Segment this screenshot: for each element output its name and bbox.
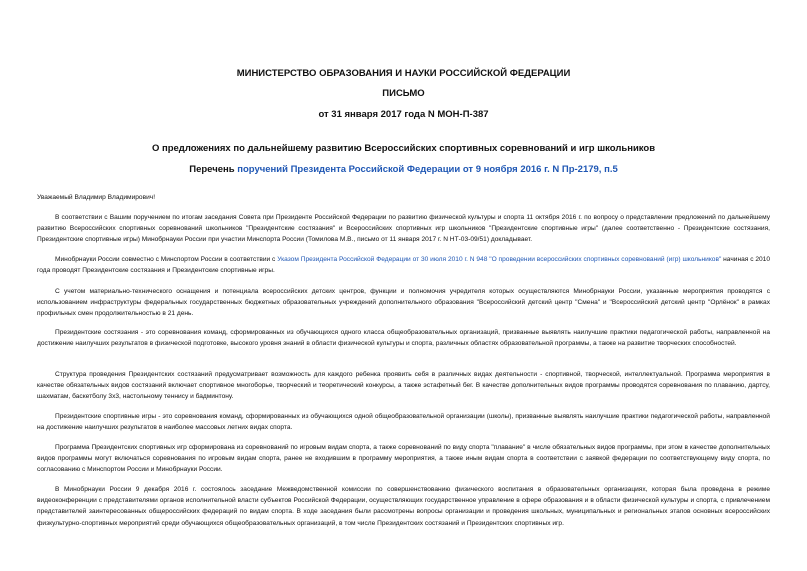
paragraph-8: В Минобрнауки России 9 декабря 2016 г. состоялось заседание Межведомственной комиссии по совершенствованию физического воспитания в образовательных организациях, которая была проведена в режиме видеоконференции с представителями органов исполнительной власти субъектов Российской Федерации, осуществляющих государственное управление в сфере образования и в области физической культуры и спорта, с привлечением представителей заинтересованных общероссийских федераций по видам спорта. В ходе заседания были рассмотрены вопросы организации и проведения школьных, муниципальных и региональных этапов основных всероссийских физкультурно-спортивных мероприятий среди обучающихся общеобразовательных организаций, в том числе Президентских состязаний и Президентских спортивных игр. (37, 486, 770, 527)
ministry-title: МИНИСТЕРСТВО ОБРАЗОВАНИЯ И НАУКИ РОССИЙСКОЙ ФЕДЕРАЦИИ (236, 68, 571, 79)
paragraph-3: С учетом материально-технического оснащения и потенциала всероссийских детских центров, функции и полномочия учредителя которых осуществляются Минобрнауки России, указанные мероприятия проводятся с использованием инфраструктуры федеральных государственных бюджетных образовательных учреждений дополнительного образования "Всероссийский детский центр "Смена" и "Всероссийский детский центр "Орлёнок" в рамках профильных смен продолжительностью в 21 день. (37, 288, 770, 318)
paragraph-7: Программа Президентских спортивных игр сформирована из соревнований по игровым видам спорта, а также соревнований по виду спорта "плавание" в числе обязательных видов программы, при этом в качестве дополнительных видов программы могут включаться соревнования по игровым видам спорта, ранее не входившим в программу мероприятия, а также иным видам спорта в соответствии с заявкой федерации по соответствующему виду спорта, по согласованию с Минспортом России и Минобрнауки России. (37, 444, 770, 474)
document-subject: О предложениях по дальнейшему развитию Всероссийских спортивных соревнований и игр школьников (151, 143, 656, 154)
decree-948-link[interactable]: Указом Президента Российской Федерации от 30 июля 2010 г. N 948 "О проведении всероссийских спортивных соревнований (игр) школьников" (277, 256, 722, 263)
document-type: ПИСЬМО (382, 88, 425, 99)
presidential-orders-link[interactable]: поручений Президента Российской Федерации от 9 ноября 2016 г. N Пр-2179, п.5 (237, 164, 618, 175)
greeting: Уважаемый Владимир Владимирович! (37, 194, 156, 201)
list-line (0, 164, 807, 176)
paragraph-2-after: начиная с 2010 года проводят Президентские состязания и Президентские спортивные игры. (37, 256, 771, 275)
paragraph-4: Президентские состязания - это соревнования команд, сформированных из обучающихся одного класса общеобразовательных организаций, призванные выявлять наилучшие практики педагогической работы, направленной на достижение наилучших результатов в физической подготовке, высокого уровня знаний в области физической культуры и спорта, различных областях образовательной программы, а также на развитие творческих способностей. (37, 329, 770, 348)
paragraph-2 (37, 254, 770, 276)
paragraph-2-before: Минобрнауки России совместно с Минспортом России в соответствии с (55, 256, 278, 263)
document-date-number: от 31 января 2017 года N МОН-П-387 (318, 109, 489, 120)
paragraph-6: Президентские спортивные игры - это соревнования команд, сформированных из обучающихся одной общеобразовательной организации (школы), призванные выявлять наилучшие практики педагогической работы, направленной на достижение наилучших результатов в наиболее массовых летних видах спорта. (37, 413, 770, 432)
paragraph-5: Структура проведения Президентских состязаний предусматривает возможность для каждого ребенка проявить себя в различных видах деятельности - спортивной, творческой, интеллектуальной. Программа мероприятия в качестве обязательных видов состязаний включает спортивное многоборье, творческий и теоретический конкурсы, а также эстафетный бег. В качестве дополнительных видов программы проводятся соревнования по плаванию, дартсу, шахматам, баскетболу 3x3, настольному теннису и бадминтону. (37, 371, 770, 401)
paragraph-1: В соответствии с Вашим поручением по итогам заседания Совета при Президенте Российской Федерации по развитию физической культуры и спорта 11 октября 2016 г. по вопросу о представлении предложений по дальнейшему развитию Всероссийских спортивных соревнований школьников "Президентские состязания" и Всероссийских спортивных игр школьников "Президентские спортивные игры" (далее соответственно - Президентские состязания, Президентские спортивные игры) Минобрнауки России при участии Минспорта России (Томилова М.В., письмо от 11 января 2017 г. N НТ-03-09/51) докладывает. (37, 214, 770, 244)
list-prefix: Перечень (189, 164, 238, 175)
